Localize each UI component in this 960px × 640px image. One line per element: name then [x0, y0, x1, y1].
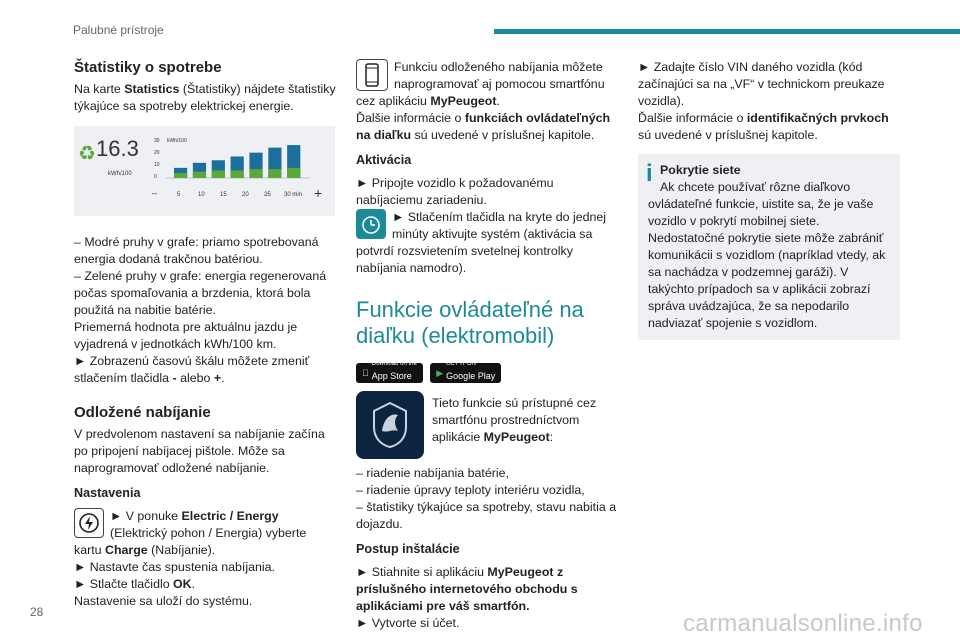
y-tick-label: 20 — [154, 150, 160, 156]
deferred-text: V predvolenom nastavení sa nabíjanie začína po pripojení nabíjacej pištole. Môže sa naprogramovať odložené nabíjanie. — [74, 427, 325, 475]
settings-saved: Nastavenie sa uloží do systému. — [74, 594, 253, 608]
peugeot-app-icon — [356, 391, 424, 459]
google-play-badge[interactable]: ▶ GET IT ON Google Play — [430, 363, 501, 383]
vin-step: ► Zadajte číslo VIN daného vozidla (kód začínajúci sa na „VF“ v technickom preukaze vozidla). — [638, 60, 885, 108]
play-icon: ▶ — [429, 367, 437, 378]
phone-block — [356, 59, 618, 110]
regeneration-bar — [249, 169, 262, 178]
y-axis-unit: kWh/100 — [167, 138, 187, 144]
energy-icon — [74, 508, 104, 538]
settings-step-3: ► Stlačte tlačidlo OK. — [74, 577, 196, 591]
chart-plot — [74, 126, 335, 216]
regeneration-bar — [268, 169, 281, 178]
x-tick-label: 25 — [264, 192, 271, 198]
install-step-2: ► Vytvorte si účet. — [356, 616, 460, 630]
list-item: – riadenie úpravy teploty interiéru vozidla, — [356, 483, 585, 497]
smartphone-icon — [356, 59, 388, 91]
regeneration-bar — [231, 170, 244, 178]
x-tick-label: 10 — [198, 192, 205, 198]
y-tick-label: 0 — [154, 174, 157, 180]
remote-functions-title: Funkcie ovládateľné na diaľku (elektromobil) — [356, 297, 584, 348]
store-badges — [356, 363, 618, 383]
section-title-statistics: Štatistiky o spotrebe — [74, 59, 222, 76]
settings-step-1: ► V ponuke Electric / Energy (Elektrický pohon / Energia) vyberte kartu Charge (Nabíjanie). — [74, 509, 307, 557]
x-tick-label: 5 — [177, 192, 181, 198]
settings-title: Nastavenia — [74, 486, 141, 500]
average-text: Priemerná hodnota pre aktuálnu jazdu je vyjadrená v jednotkách kWh/100 km. — [74, 320, 298, 351]
scale-text: ► Zobrazenú časovú škálu môžete zmeniť stlačením tlačidla - alebo +. — [74, 354, 310, 385]
x-tick-label: 15 — [220, 192, 227, 198]
phone-text: Funkciu odloženého nabíjania môžete naprogramovať aj pomocou smartfónu cez aplikáciu MyPeugeot. — [356, 60, 605, 108]
activation-step-1: ► Pripojte vozidlo k požadovanému nabíjaciemu zariadeniu. — [356, 176, 554, 207]
running-header: Palubné prístroje — [73, 23, 164, 37]
recharge-icon: ♻ — [78, 143, 96, 165]
legend-green: – Zelené pruhy v grafe: energia regenerovaná počas spomaľovania a brzdenia, ktorá bola použitá na nabitie batérie. — [74, 269, 327, 317]
identification-more-info: Ďalšie informácie o identifikačných prvkoch sú uvedené v príslušnej kapitole. — [638, 111, 889, 142]
apple-icon — [362, 365, 369, 382]
activation-step-2: ► Stlačením tlačidla na kryte do jednej minúty aktivujte systém (aktivácia sa potvrdí rozsvietením svetelnej kontrolky nabíjania namodro). — [356, 210, 607, 275]
y-tick-label: 30 — [154, 138, 160, 144]
chart-value-unit: kWh/100 — [108, 171, 132, 177]
page-number: 28 — [30, 605, 44, 619]
app-store-badge[interactable]: Download on the App Store — [356, 363, 423, 383]
activation-block — [356, 209, 618, 277]
zoom-out-button: – — [152, 188, 158, 198]
regeneration-bar — [193, 172, 206, 178]
settings-step-2: ► Nastavte čas spustenia nabíjania. — [74, 560, 275, 574]
info-icon: i — [646, 160, 653, 187]
legend-blue: – Modré pruhy v grafe: priamo spotrebovaná energia dodaná trakčnou batériou. — [74, 235, 319, 266]
remote-more-info: Ďalšie informácie o funkciách ovládateľných na diaľku sú uvedené v príslušnej kapitole. — [356, 111, 611, 142]
regeneration-bar — [212, 170, 225, 178]
timer-plug-icon — [356, 209, 386, 239]
note-text: Ak chcete používať rôzne diaľkovo ovládateľné funkcie, uistite sa, že je vaše vozidlo v pokrytí mobilnej siete. Nedostatočné pokrytie siete môže zabrániť komunikácii s vozidlom (napríklad vtedy, ak sa nachádza v podzemnej garáži). V takýchto prípadoch sa v aplikácii zobrazí správa uvádzajúca, že sa nepodarilo nadviazať spojenie s vozidlom. — [648, 180, 886, 330]
list-item: – riadenie nabíjania batérie, — [356, 466, 509, 480]
consumption-chart — [74, 126, 335, 216]
network-coverage-note — [638, 154, 900, 340]
install-title: Postup inštalácie — [356, 542, 460, 556]
statistics-intro: Na karte Statistics (Štatistiky) nájdete štatistiky týkajúce sa spotreby elektrickej energie. — [74, 82, 336, 113]
install-step-1: ► Stiahnite si aplikáciu MyPeugeot z príslušného internetového obchodu s aplikáciami pre váš smartfón. — [356, 565, 578, 613]
x-tick-label: 30 min — [284, 192, 303, 198]
chart-value: 16.3 — [96, 136, 139, 161]
header-accent-bar — [494, 29, 960, 34]
column-1 — [74, 48, 336, 610]
zoom-in-button: + — [314, 185, 323, 201]
regeneration-bar — [174, 173, 187, 178]
y-tick-label: 10 — [154, 162, 160, 168]
x-tick-label: 20 — [242, 192, 249, 198]
regeneration-bar — [287, 168, 300, 178]
app-text: Tieto funkcie sú prístupné cez smartfónu prostredníctvom aplikácie MyPeugeot: — [432, 396, 597, 444]
note-title: Pokrytie siete — [660, 163, 741, 177]
list-item: – štatistiky týkajúce sa spotreby, stavu nabitia a dojazdu. — [356, 500, 617, 531]
watermark: carmanualsonline.info — [683, 610, 923, 637]
activation-title: Aktivácia — [356, 153, 412, 167]
column-2 — [356, 59, 618, 632]
section-title-deferred: Odložené nabíjanie — [74, 404, 211, 421]
column-3 — [638, 59, 900, 340]
app-block — [356, 391, 618, 446]
settings-block — [74, 508, 336, 559]
